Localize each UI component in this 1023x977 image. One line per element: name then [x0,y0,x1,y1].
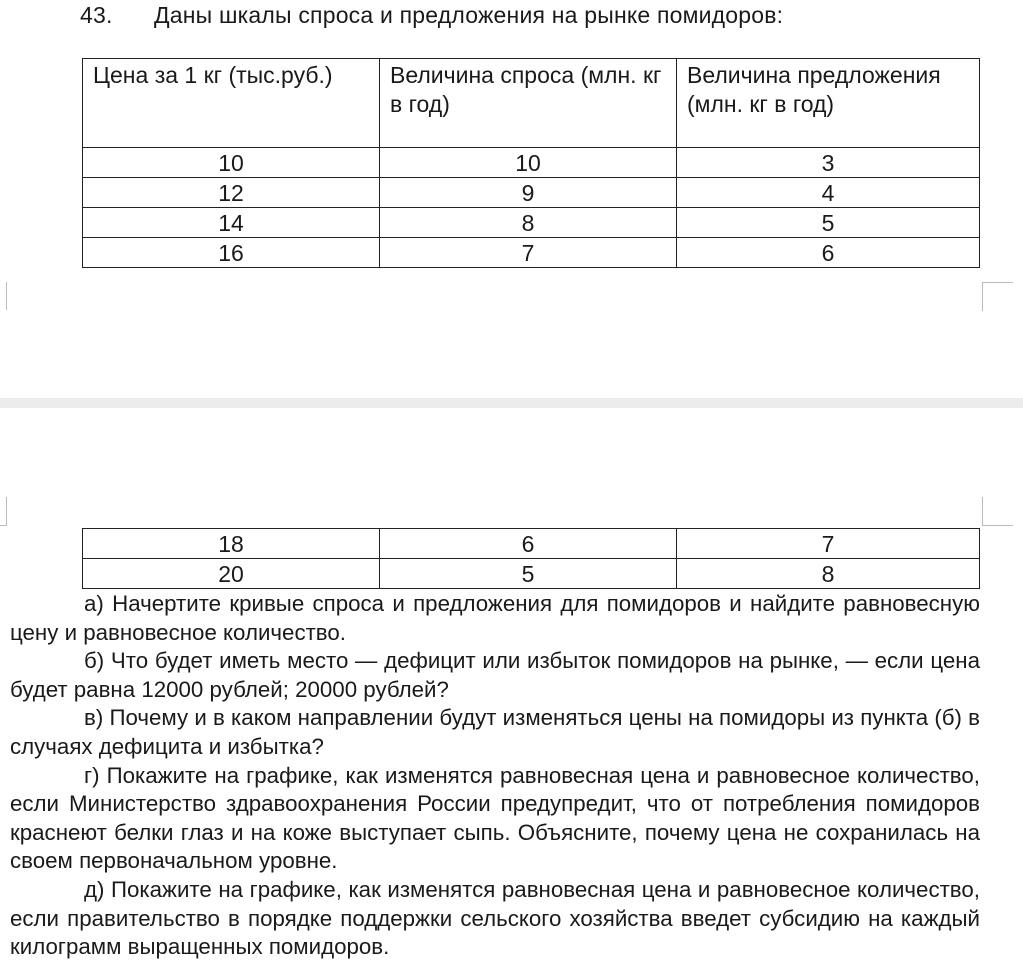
supply-demand-table-part-2 [82,528,980,589]
questions-block [10,590,980,962]
margin-corner-mark [982,282,1013,311]
cell-demand: 5 [380,559,677,589]
question-a: а) Начертите кривые спроса и предложения для помидоров и найдите равновесную цену и равновесное количество. [10,591,980,645]
table-row [83,208,980,238]
question-b: б) Что будет иметь место — дефицит или избыток помидоров на рынке, — если цена будет равна 12000 рублей; 20000 рублей? [10,648,980,702]
cell-demand: 7 [380,238,677,268]
table-row [83,238,980,268]
problem-number: 43. [80,2,113,28]
header-price: Цена за 1 кг (тыс.руб.) [83,59,380,148]
problem-title: Даны шкалы спроса и предложения на рынке помидоров: [154,2,784,28]
cell-supply: 3 [677,148,980,178]
supply-demand-table-part-1 [82,58,980,268]
cell-demand: 10 [380,148,677,178]
table-row [83,178,980,208]
table-row [83,529,980,559]
question-d: г) Покажите на графике, как изменятся равновесная цена и равновесное количество, если Министерство здравоохранения России предупредит, что от потребления помидоров краснеют белки глаз и на коже выступает сыпь. Объясните, почему цена не сохранилась на своем первоначальном уровне. [10,762,980,874]
cell-demand: 8 [380,208,677,238]
cell-price: 18 [83,529,380,559]
cell-supply: 4 [677,178,980,208]
margin-corner-mark [0,497,7,526]
table-header-row [83,59,980,148]
cell-supply: 6 [677,238,980,268]
margin-corner-mark [0,282,7,310]
question-c: в) Почему и в каком направлении будут изменяться цены на помидоры из пункта (б) в случаях дефицита и избытка? [10,705,980,759]
cell-demand: 6 [380,529,677,559]
problem-heading [80,2,783,29]
table-row [83,559,980,589]
header-demand: Величина спроса (млн. кг в год) [380,59,677,148]
cell-supply: 8 [677,559,980,589]
cell-supply: 7 [677,529,980,559]
cell-price: 12 [83,178,380,208]
page-separator [0,398,1023,408]
table-row [83,148,980,178]
header-supply: Величина предложения (млн. кг в год) [677,59,980,148]
cell-supply: 5 [677,208,980,238]
cell-price: 16 [83,238,380,268]
cell-price: 20 [83,559,380,589]
question-e: д) Покажите на графике, как изменятся равновесная цена и равновесное количество, если правительство в порядке поддержки сельского хозяйства введет субсидию на каждый килограмм выращенных помидоров. [10,876,980,960]
cell-demand: 9 [380,178,677,208]
cell-price: 14 [83,208,380,238]
margin-corner-mark [982,497,1013,526]
cell-price: 10 [83,148,380,178]
